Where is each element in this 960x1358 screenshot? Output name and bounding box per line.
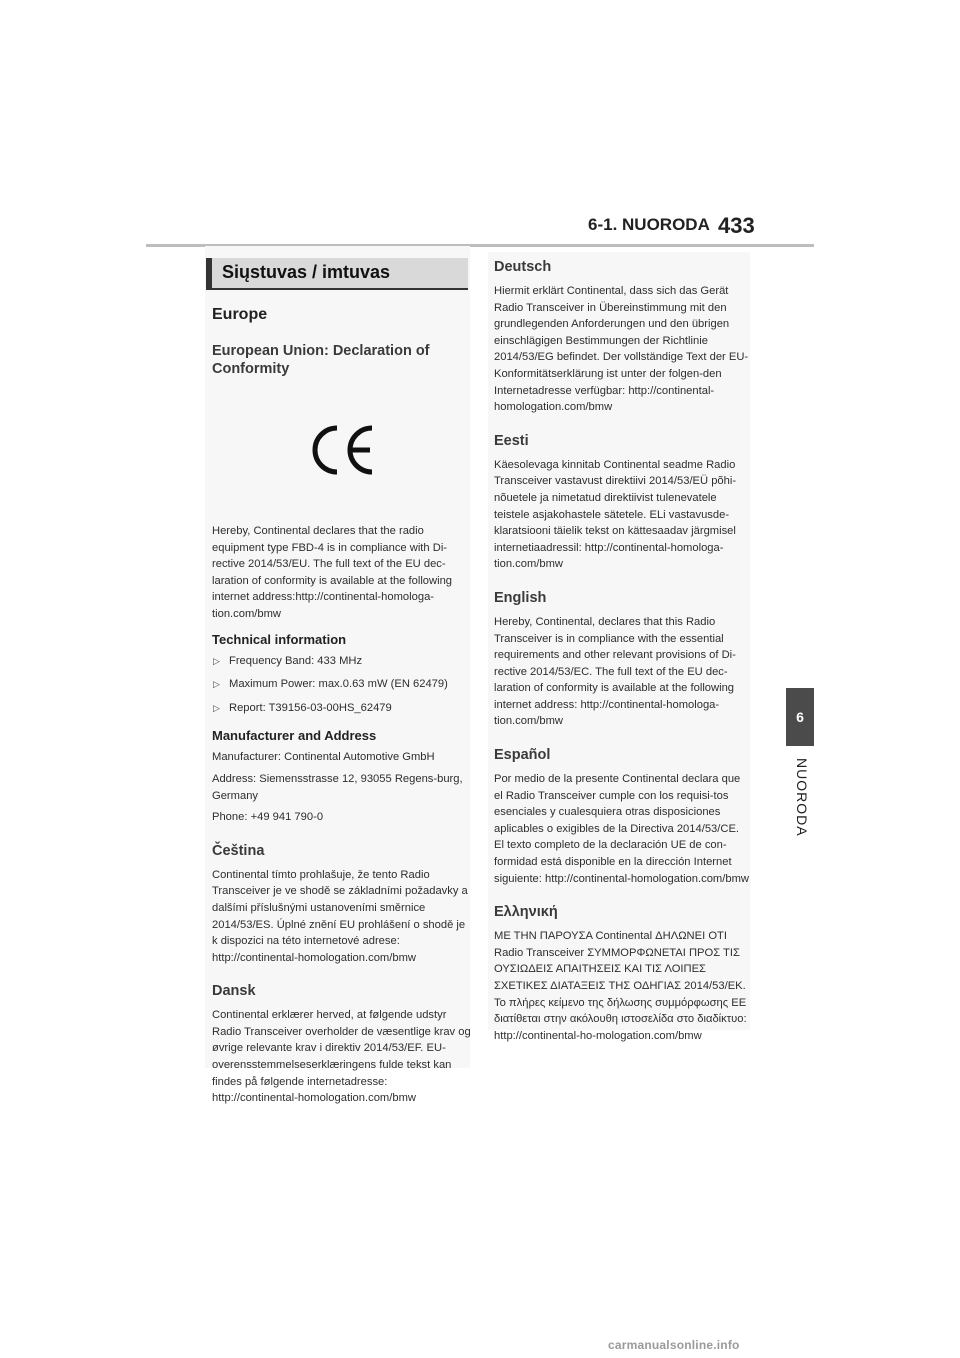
spanish-text: Por medio de la presente Continental declara que el Radio Transceiver cumple con los requisi-tos esenciales y cualesquiera otras disposiciones aplicables o exigibles de la Directiva 2014/53/CE. El texto completo de la declaración UE de con-formidad está disponible en la dirección Internet siguiente: http://continental-homologation.com/bmw [494, 773, 749, 885]
ce-mark-icon [306, 422, 378, 478]
english-heading: English [494, 589, 547, 606]
declaration-text: Hereby, Continental declares that the radio equipment type FBD-4 is in compliance with Di-rective 2014/53/EU. The full text of the EU dec-laration of conformity is available at the following internet address:http://continental-homologa-tion.com/bmw [212, 525, 453, 620]
german-heading: Deutsch [494, 259, 552, 275]
manufacturer-heading: Manufacturer and Address [212, 728, 377, 744]
section-banner [206, 258, 468, 290]
manufacturer-phone: Phone: +49 941 790-0 [212, 811, 324, 824]
list-item-text: Report: T39156-03-00HS_62479 [229, 701, 392, 714]
triangle-bullet-icon: ▷ [213, 702, 220, 713]
technical-info-heading: Technical information [212, 631, 347, 647]
list-item-text: Maximum Power: max.0.63 mW (EN 62479) [229, 678, 448, 691]
list-item [212, 676, 472, 693]
manufacturer-name: Manufacturer: Continental Automotive GmbH [212, 751, 435, 764]
czech-text: Continental tímto prohlašuje, že tento Radio Transceiver je ve shodě se základními požadavky a dalšími příslušnými ustanoveními směrnice 2014/53/ES. Úplné znění EU prohlášení o shodě je k dispozici na této internetové adrese: http://continental-homologation.com/bmw [212, 868, 468, 964]
technical-info-list [212, 653, 472, 717]
left-column [212, 258, 472, 1116]
list-item-text: Frequency Band: 433 MHz [229, 654, 363, 667]
manufacturer-address: Address: Siemensstrasse 12, 93055 Regens-burg, Germany [212, 772, 463, 802]
danish-text: Continental erklærer herved, at følgende udstyr Radio Transceiver overholder de væsentlige krav og øvrige relevante krav i direktiv 2014/53/EF. EU-overensstemmelseserklæringens fulde tekst kan findes på følgende internetadresse: http://continental-homologation.com/bmw [212, 1009, 471, 1105]
list-item [212, 653, 472, 670]
watermark: carmanualsonline.info [608, 1338, 740, 1352]
danish-heading: Dansk [212, 983, 256, 1000]
section-banner-title: Siųstuvas / imtuvas [222, 262, 391, 282]
estonian-heading: Eesti [494, 432, 529, 449]
running-header-section: 6-1. NUORODA [588, 215, 710, 234]
declaration-title: European Union: Declaration of Conformity [212, 343, 430, 377]
spanish-heading: Español [494, 747, 551, 764]
chapter-label: NUORODA [794, 758, 810, 837]
triangle-bullet-icon: ▷ [213, 655, 220, 666]
german-text: Hiermit erklärt Continental, dass sich das Gerät Radio Transceiver in Übereinstimmung mit den grundlegenden Anforderungen und den übrigen einschlägigen Bestimmungen der Richtlinie 2014/53/EG befindet. Der vollständige Text der EU-Konformitätserklärung ist unter der folgen-den Internetadresse verfügbar: http://continental-homologation.com/bmw [494, 285, 749, 414]
greek-text: ΜΕ ΤΗΝ ΠΑΡΟΥΣΑ Continental ΔΗΛΩΝΕΙ ΟΤΙ Radio Transceiver ΣΥΜΜΟΡΦΩΝΕΤΑΙ ΠΡΟΣ ΤΙΣ ΟΥΣΙΩΔΕΙΣ ΑΠΑΙΤΗΣΕΙΣ ΚΑΙ ΤΙΣ ΛΟΙΠΕΣ ΣΧΕΤΙΚΕΣ ΔΙΑΤΑΞΕΙΣ ΤΗΣ ΟΔΗΓΙΑΣ 2014/53/ΕΚ. Το πλήρες κείμενο της δήλωσης συμμόρφωσης ΕΕ διατίθεται στην ακόλουθη ιστοσελίδα στο διαδίκτυο: http://continental-ho-mologation.com/bmw [494, 930, 747, 1042]
czech-heading: Čeština [212, 842, 265, 859]
greek-heading: Ελληνική [494, 904, 558, 921]
estonian-text: Käesolevaga kinnitab Continental seadme Radio Transceiver vastavust direktiivi 2014/53/EÜ põhi-nõuetele ja nimetatud direktiivist tulenevatele teistele asjakohastele sätetele. ELi vastavusde-klaratsiooni täielik tekst on kättesaadav järgmisel internetiaadressil: http://continental-homologa-tion.com/bmw [494, 458, 737, 571]
english-text: Hereby, Continental, declares that this Radio Transceiver is in compliance with the essential requirements and other relevant provisions of Di-rective 2014/53/EC. The full text of the EU dec-laration of conformity is available at the following internet address: http://continental-homologa-tion.com/bmw [494, 615, 736, 728]
list-item [212, 700, 472, 717]
chapter-number: 6 [796, 709, 804, 725]
region-heading: Europe [212, 306, 268, 323]
page-number: 433 [718, 213, 755, 238]
ce-mark [212, 385, 472, 515]
triangle-bullet-icon: ▷ [213, 679, 220, 690]
right-column [494, 258, 752, 1053]
chapter-tab[interactable] [786, 688, 814, 746]
